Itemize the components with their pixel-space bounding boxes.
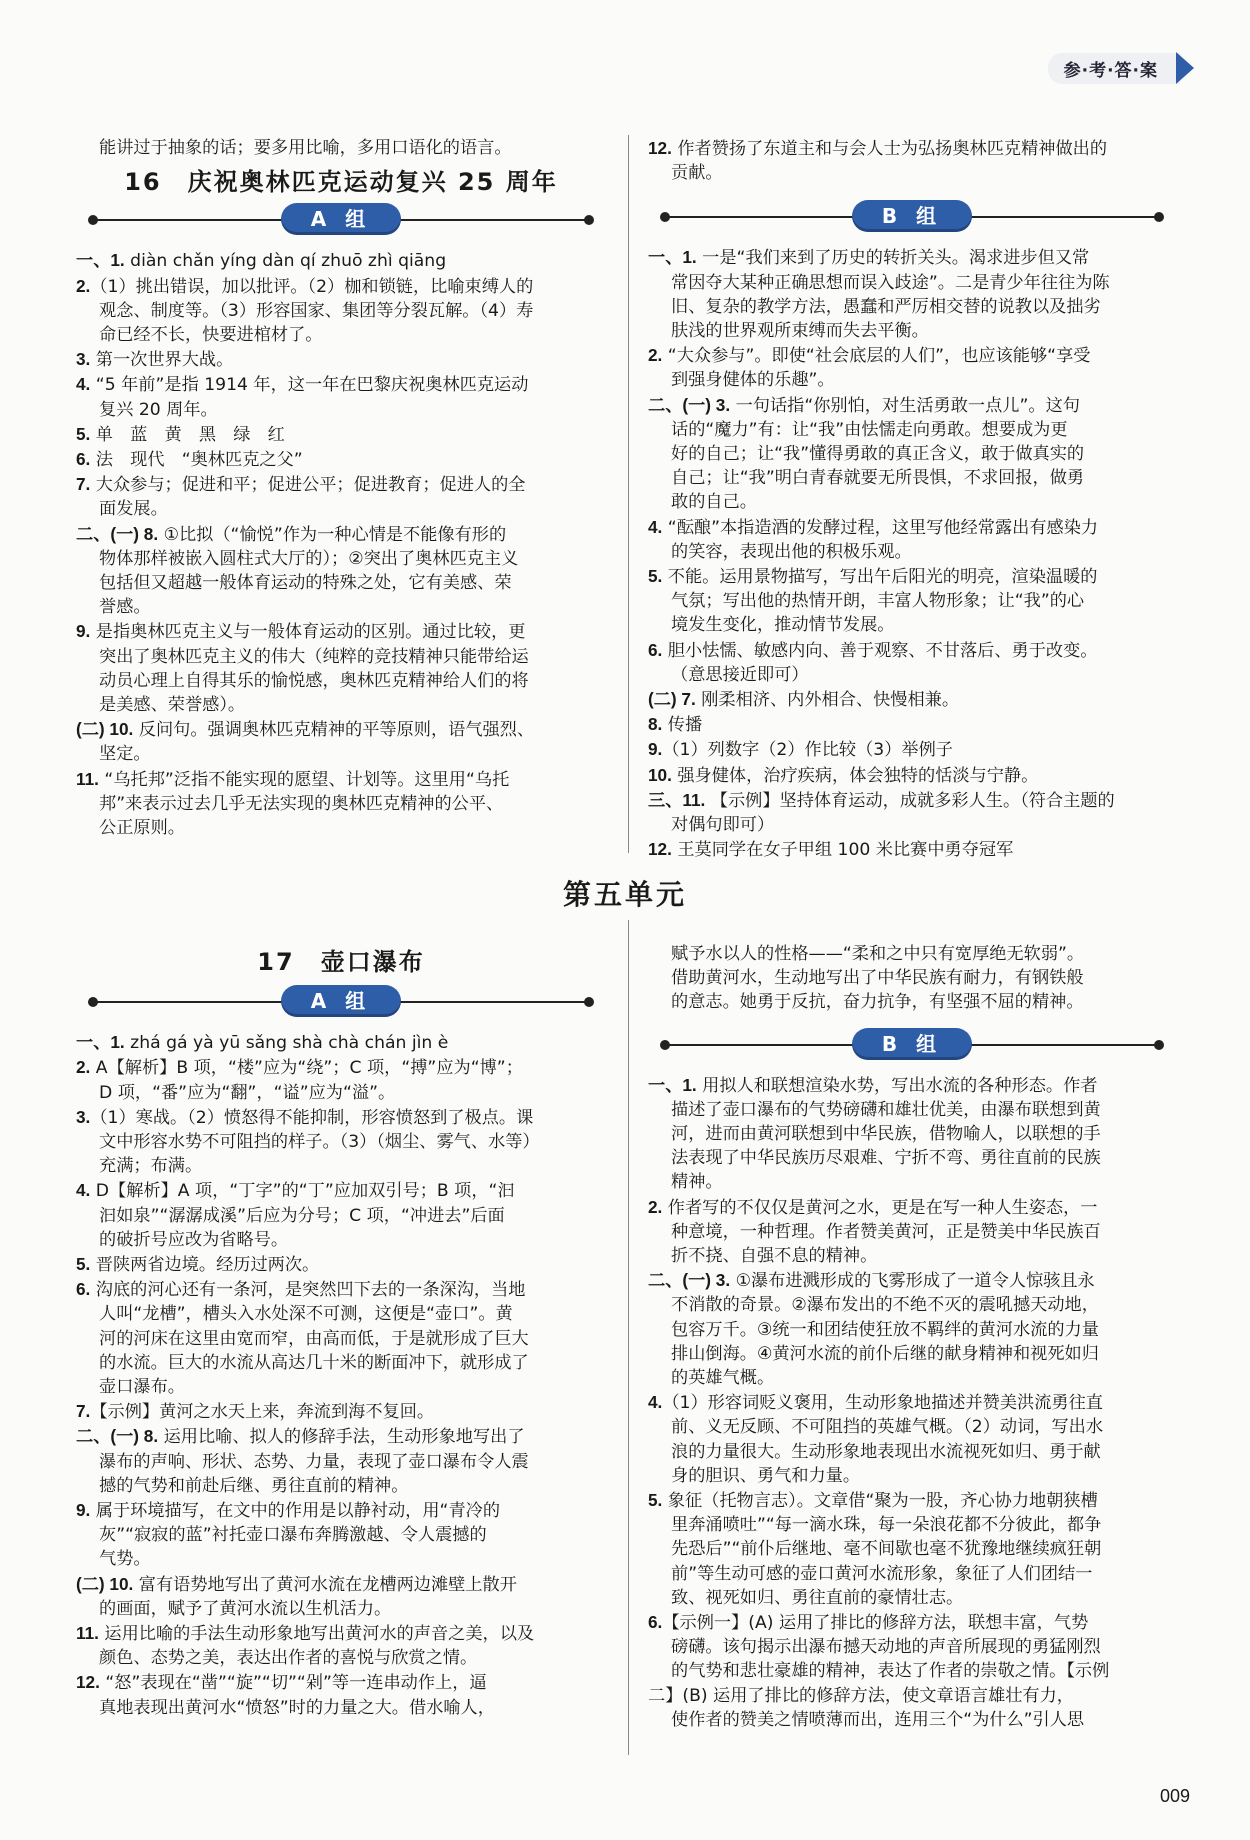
answer-line: 突出了奥林匹克主义的伟大（纯粹的竞技精神只能带给运 (99, 646, 529, 667)
answer-line: 致、视死如归、勇往直前的豪情壮志。 (671, 1587, 964, 1608)
answer-line: 使作者的赞美之情喷薄而出，连用三个“为什么”引人思 (671, 1709, 1085, 1730)
chevron-right-icon (1176, 52, 1194, 84)
answer-line: 的气势和悲壮豪雄的精神，表达了作者的崇敬之情。【示例 (671, 1661, 1110, 1682)
answer-line: 瀑布的声响、形状、态势、力量，表现了壶口瀑布令人震 (99, 1451, 529, 1472)
answer-line: 不消散的奇景。②瀑布发出的不绝不灭的震吼撼天动地， (671, 1295, 1099, 1316)
answer-line: 身的胆识、勇气和力量。 (671, 1465, 861, 1486)
answer-line: 肤浅的世界观所束缚而失去平衡。 (671, 321, 929, 342)
answer-line: 7.【示例】黄河之水天上来，奔流到海不复回。 (76, 1401, 435, 1423)
answer-line: 到强身健体的乐趣”。 (671, 370, 835, 391)
answer-line: 借助黄河水，生动地写出了中华民族有耐力，有钢铁般 (671, 968, 1084, 989)
answer-line: 3. 第一次世界大战。 (76, 349, 234, 371)
answer-line: 气势。 (99, 1549, 151, 1570)
answer-line: 一、1. 一是“我们来到了历史的转折关头。渴求进步但又常 (648, 247, 1090, 269)
answer-line: （意思接近即可） (671, 664, 809, 685)
answer-line: 观念、制度等。（3）形容国家、集团等分裂瓦解。（4）寿 (99, 300, 534, 321)
answer-line: 精神。 (671, 1172, 723, 1193)
answer-line: 的意志。她勇于反抗，奋力抗争，有坚强不屈的精神。 (671, 992, 1084, 1013)
answer-line: 2. 作者写的不仅仅是黄河之水，更是在写一种人生姿态，一 (648, 1196, 1098, 1218)
answer-line: 命已经不长，快要进棺材了。 (99, 325, 323, 346)
answer-line: 6.【示例一】(A) 运用了排比的修辞方法，联想丰富，气势 (648, 1612, 1089, 1634)
answer-line: 二、(一) 3. 一句话指“你别怕，对生活勇敢一点儿”。这句 (648, 394, 1080, 416)
lesson17-group-b-answers (648, 1073, 1176, 1732)
page-number: 009 (1159, 1786, 1190, 1806)
answer-line: D 项，“番”应为“翻”，“谥”应为“溢”。 (99, 1082, 396, 1103)
lesson17-title: 17 壶口瀑布 (257, 948, 425, 976)
answer-line: 二、(一) 8. 运用比喻、拟人的修辞手法，生动形象地写出了 (76, 1426, 525, 1448)
answer-line: 5. 象征（托物言志）。文章借“聚为一股，齐心协力地朝狭槽 (648, 1490, 1098, 1512)
answer-line: 人叫“龙槽”，槽头入水处深不可测，这便是“壶口”。黄 (99, 1304, 513, 1325)
answer-line: 颜色、态势之美，表达出作者的喜悦与欣赏之情。 (99, 1648, 478, 1669)
answer-line: 面发展。 (99, 499, 168, 520)
answer-line: 坚定。 (99, 744, 151, 765)
answer-line: 一、1. 用拟人和联想渲染水势，写出水流的各种形态。作者 (648, 1074, 1098, 1096)
answer-line: 的英雄气概。 (671, 1368, 775, 1389)
answer-line: 文中形容水势不可阻挡的样子。（3）（烟尘、雾气、水等） (99, 1132, 540, 1153)
answer-line: 二、(一) 8. ①比拟（“愉悦”作为一种心情是不能像有形的 (76, 523, 507, 545)
group-a-pill-17: A 组 (281, 985, 401, 1017)
answer-line: 浪的力量很大。生动形象地表现出水流视死如归、勇于献 (671, 1441, 1101, 1462)
group-a-heading-17 (76, 982, 606, 1022)
answer-line: 一、1. zhá gá yà yū sǎng shà chà chán jìn è (76, 1032, 449, 1054)
answer-line: 话的“魔力”有：让“我”由怯懦走向勇敢。想要成为更 (671, 419, 1068, 440)
lesson16-right-top (648, 136, 1176, 185)
answer-line: 12. 王莫同学在女子甲组 100 米比赛中勇夺冠军 (648, 839, 1014, 861)
answer-line: 前”等生动可感的壶口黄河水流形象，象征了人们团结一 (671, 1563, 1093, 1584)
answer-line: 11. 运用比喻的手法生动形象地写出黄河水的声音之美，以及 (76, 1623, 535, 1645)
answer-line: 5. 单 蓝 黄 黑 绿 红 (76, 423, 285, 445)
group-a-pill: A 组 (281, 203, 401, 235)
answer-line: 磅礴。该句揭示出瀑布撼天动地的声音所展现的勇猛刚烈 (671, 1637, 1101, 1658)
answer-line: (二) 10. 反问句。强调奥林匹克精神的平等原则，语气强烈、 (76, 719, 535, 741)
answer-line: 常因夺大某种正确思想而误入歧途”。二是青少年往往为陈 (671, 272, 1110, 293)
answer-line: 誉感。 (99, 597, 151, 618)
answer-line: 二】(B) 运用了排比的修辞方法，使文章语言雄壮有力， (648, 1685, 1074, 1706)
intro-line: 能讲过于抽象的话；要多用比喻，多用口语化的语言。 (99, 138, 512, 158)
answer-line: 法表现了中华民族历尽艰难、宁折不弯、勇往直前的民族 (671, 1148, 1101, 1169)
lesson16-group-b-answers (648, 245, 1176, 862)
answer-line: 前、义无反顾、不可阻挡的英雄气概。（2）动词，写出水 (671, 1417, 1104, 1438)
answer-line: 2. A【解析】B 项，“楼”应为“绕”；C 项，“搏”应为“博”； (76, 1057, 523, 1079)
column-divider-bottom (628, 920, 629, 1755)
lesson17-right-top (648, 942, 1176, 1015)
answer-line: 9.（1）列数字（2）作比较（3）举例子 (648, 739, 953, 761)
lesson17-left-column (76, 942, 606, 1720)
answer-line: 先恐后”“前仆后继地、毫不间歇也毫不犹豫地继续疯狂朝 (671, 1539, 1102, 1560)
group-b-heading (648, 197, 1176, 237)
answer-line: 11. “乌托邦”泛指不能实现的愿望、计划等。这里用“乌托 (76, 768, 510, 790)
answer-line: 撼的气势和前赴后继、勇往直前的精神。 (99, 1475, 409, 1496)
answer-line: 9. 属于环境描写，在文中的作用是以静衬动，用“青冷的 (76, 1500, 501, 1522)
answer-line: 汩如泉”“潺潺成溪”后应为分号；C 项，“冲进去”后面 (99, 1205, 505, 1226)
answer-line: 10. 强身健体，治疗疾病，体会独特的恬淡与宁静。 (648, 764, 1039, 786)
answer-line: 6. 法 现代 “奥林匹克之父” (76, 449, 303, 471)
answer-line: 种意境，一种哲理。作者赞美黄河，正是赞美中华民族百 (671, 1221, 1101, 1242)
answer-line: 好的自己；让“我”懂得勇敢的真正含义，敢于做真实的 (671, 444, 1085, 465)
answer-line: 动员心理上自得其乐的愉悦感，奥林匹克精神给人们的将 (99, 670, 529, 691)
answer-line: 6. 胆小怯懦、敏感内向、善于观察、不甘落后、勇于改变。 (648, 639, 1098, 661)
answer-line: 壶口瀑布。 (99, 1377, 185, 1398)
answer-line: 9. 是指奥林匹克主义与一般体育运动的区别。通过比较，更 (76, 621, 526, 643)
answer-line: 5. 不能。运用景物描写，写出午后阳光的明亮，渲染温暖的 (648, 566, 1098, 588)
answer-line: 5. 晋陕两省边境。经历过两次。 (76, 1254, 320, 1276)
answer-line: 4. “5 年前”是指 1914 年，这一年在巴黎庆祝奥林匹克运动 (76, 374, 529, 396)
lesson16-right-column (648, 136, 1176, 862)
lesson17-group-a-answers (76, 1030, 606, 1720)
header-label: 参·考·答·案 (1048, 53, 1180, 84)
column-divider-top (628, 135, 629, 853)
answer-line: 二、(一) 3. ①瀑布进溅形成的飞雾形成了一道令人惊骇且永 (648, 1270, 1095, 1292)
answer-line: 4. “酝酿”本指造酒的发酵过程，这里写他经常露出有感染力 (648, 516, 1099, 538)
answer-line: 8. 传播 (648, 714, 703, 736)
lesson16-left-column (76, 136, 606, 840)
answer-line: 敢的自己。 (671, 492, 757, 513)
group-b-heading-17 (648, 1025, 1176, 1065)
lesson16-group-a-answers (76, 248, 606, 840)
answer-line: 的画面，赋予了黄河水流以生机活力。 (99, 1598, 392, 1619)
answer-line: 充满；布满。 (99, 1156, 203, 1177)
answer-line: 贡献。 (671, 163, 723, 184)
group-a-heading (76, 200, 606, 240)
answer-line: 的水流。巨大的水流从高达几十米的断面冲下，就形成了 (99, 1352, 529, 1373)
answer-line: 赋予水以人的性格——“柔和之中只有宽厚绝无软弱”。 (671, 944, 1085, 964)
answer-line: 里奔涌喷吐”“每一滴水珠，每一朵浪花都不分彼此，都争 (671, 1515, 1102, 1536)
answer-line: 12. 作者赞扬了东道主和与会人士为弘扬奥林匹克精神做出的 (648, 138, 1108, 159)
lesson17-right-column (648, 942, 1176, 1732)
answer-line: 境发生变化，推动情节发展。 (671, 615, 895, 636)
group-b-pill: B 组 (852, 200, 972, 232)
answer-line: 真地表现出黄河水“愤怒”时的力量之大。借水喻人， (99, 1697, 495, 1718)
unit-title: 第五单元 (562, 878, 687, 911)
answer-line: 12. “怒”表现在“凿”“旋”“切”“剁”等一连串动作上，逼 (76, 1672, 487, 1694)
answer-line: 的笑容，表现出他的积极乐观。 (671, 541, 912, 562)
answer-line: 邦”来表示过去几乎无法实现的奥林匹克精神的公平、 (99, 793, 504, 814)
answer-line: 3.（1）寒战。（2）愤怒得不能抑制，形容愤怒到了极点。课 (76, 1106, 534, 1128)
answer-line: 2. “大众参与”。即使“社会底层的人们”，也应该能够“享受 (648, 345, 1091, 367)
answer-line: 复兴 20 周年。 (99, 399, 218, 420)
answer-line: 自己；让“我”明白青春就要无所畏惧，不求回报，做勇 (671, 468, 1085, 489)
answer-line: 7. 大众参与；促进和平；促进公平；促进教育；促进人的全 (76, 474, 526, 496)
answer-line: 包容万千。③统一和团结使狂放不羁绊的黄河水流的力量 (671, 1319, 1099, 1340)
answer-line: 对偶句即可） (671, 815, 775, 836)
answer-line: 旧、复杂的教学方法，愚蠢和严厉相交替的说教以及拙劣 (671, 296, 1101, 317)
answer-line: 河的河床在这里由宽而窄，由高而低，于是就形成了巨大 (99, 1328, 529, 1349)
answer-line: 三、11. 【示例】坚持体育运动，成就多彩人生。（符合主题的 (648, 789, 1115, 811)
answer-line: 灰”“寂寂的蓝”衬托壶口瀑布奔腾激越、令人震撼的 (99, 1525, 487, 1546)
answer-line: 气氛；写出他的热情开朗，丰富人物形象；让“我”的心 (671, 591, 1085, 612)
answer-line: 4. D【解析】A 项，“丁字”的“丁”应加双引号；B 项，“汩 (76, 1180, 515, 1202)
group-b-pill-17: B 组 (852, 1028, 972, 1060)
answer-line: 公正原则。 (99, 818, 185, 839)
answer-line: 的破折号应改为省略号。 (99, 1229, 289, 1250)
answer-line: 河，进而由黄河联想到中华民族，借物喻人，以联想的手 (671, 1124, 1101, 1145)
answer-line: 物体那样被嵌入圆柱式大厅的）；②突出了奥林匹克主义 (99, 548, 519, 569)
answer-line: 折不挠、自强不息的精神。 (671, 1246, 878, 1267)
answer-line: 6. 沟底的河心还有一条河，是突然凹下去的一条深沟，当地 (76, 1279, 526, 1301)
page-header (1048, 52, 1194, 84)
answer-line: 4.（1）形容词贬义褒用，生动形象地描述并赞美洪流勇往直 (648, 1392, 1103, 1414)
answer-line: 包括但又超越一般体育运动的特殊之处，它有美感、荣 (99, 573, 512, 594)
answer-line: 2.（1）挑出错误，加以批评。（2）枷和锁链，比喻束缚人的 (76, 275, 534, 297)
answer-line: 一、1. diàn chǎn yíng dàn qí zhuō zhì qiāng (76, 250, 447, 272)
answer-line: (二) 7. 刚柔相济、内外相合、快慢相兼。 (648, 689, 960, 711)
answer-line: 排山倒海。④黄河水流的前仆后继的献身精神和视死如归 (671, 1343, 1099, 1364)
answer-line: (二) 10. 富有语势地写出了黄河水流在龙槽两边滩壁上散开 (76, 1573, 517, 1595)
lesson16-title: 16 庆祝奥林匹克运动复兴 25 周年 (124, 168, 558, 197)
answer-line: 描述了壶口瀑布的气势磅礴和雄壮优美，由瀑布联想到黄 (671, 1099, 1101, 1120)
answer-line: 是美感、荣誉感）。 (99, 695, 246, 716)
